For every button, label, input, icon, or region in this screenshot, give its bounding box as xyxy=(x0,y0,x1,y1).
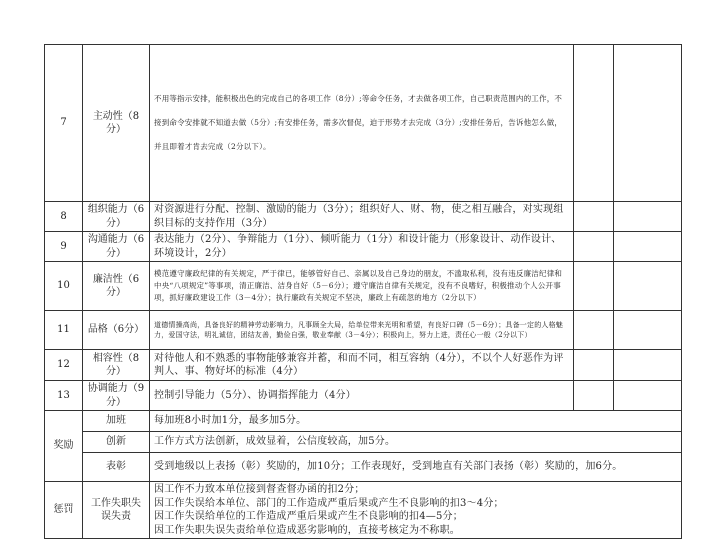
remark-cell xyxy=(614,202,682,232)
remark-cell xyxy=(614,232,682,262)
item-name: 组织能力（6分） xyxy=(83,202,150,232)
table-row xyxy=(45,311,682,350)
score-cell xyxy=(574,232,614,262)
score-cell xyxy=(574,350,614,381)
row-number: 13 xyxy=(45,381,83,411)
row-number: 12 xyxy=(45,350,83,381)
table-row xyxy=(45,202,682,232)
reward-item-description: 受到地级以上表扬（彰）奖励的，加10分；工作表现好，受到地直有关部门表扬（彰）奖励的，加6分。 xyxy=(150,453,682,482)
item-description: 对资源进行分配、控制、激励的能力（3分）；组织好人、财、物，使之相互融合，对实现组织目标的支持作用（3分） xyxy=(150,202,574,232)
item-description: 对待他人和不熟悉的事物能够兼容并蓄，和而不同，相互容纳（4分），不以个人好恶作为评判人、事、物好坏的标准（4分） xyxy=(150,350,574,381)
table-row xyxy=(45,381,682,411)
item-description: 道德情操高尚，具备良好的精神劳动影响力，凡事顾全大局，给单位带来光明和希望，有良好口碑（5－6分）；具备一定的人格魅力，爱国守法，明礼诚信，团结友善，勤俭自强，敬业奉献（3－4分）；积极向上，努力上进，责任心一般（2分以下） xyxy=(150,311,574,350)
remark-cell xyxy=(614,262,682,311)
score-cell xyxy=(574,202,614,232)
reward-row xyxy=(45,432,682,453)
row-number: 8 xyxy=(45,202,83,232)
penalty-line: 因工作不力致本单位接到督查督办函的扣2分； xyxy=(154,484,365,495)
item-name: 沟通能力（6分） xyxy=(83,232,150,262)
score-cell xyxy=(574,45,614,202)
evaluation-table xyxy=(44,44,682,539)
row-number: 11 xyxy=(45,311,83,350)
reward-item-name: 创新 xyxy=(83,432,150,453)
remark-cell xyxy=(614,381,682,411)
reward-item-name: 加班 xyxy=(83,411,150,432)
table-row xyxy=(45,350,682,381)
penalty-label: 惩罚 xyxy=(45,482,83,539)
item-name: 廉洁性（6分） xyxy=(83,262,150,311)
penalty-line: 因工作失职失误失责给单位造成恶劣影响的，直接考核定为不称职。 xyxy=(154,524,460,536)
penalty-line: 因工作失误给单位的工作造成严重后果或产生不良影响的扣4—5分； xyxy=(154,511,463,522)
penalty-row xyxy=(45,482,682,539)
remark-cell xyxy=(614,45,682,202)
item-description: 控制引导能力（5分）、协调指挥能力（4分） xyxy=(150,381,574,411)
item-name: 品格（6分） xyxy=(83,311,150,350)
table-row xyxy=(45,232,682,262)
table-row xyxy=(45,45,682,202)
reward-label: 奖励 xyxy=(45,411,83,482)
item-description: 不用等指示安排，能积极出色的完成自己的各项工作（8分）;等命令任务，才去做各项工作，自己职责范围内的工作，不接到命令安排就不知道去做（5分）;有安排任务，需多次督促，迫于形势才去完成（3分）;安排任务后，告诉他怎么做，并且即着才肯去完成（2分以下）。 xyxy=(150,45,574,202)
penalty-item-description xyxy=(150,482,682,539)
item-description: 模范遵守廉政纪律的有关规定，严于律已，能够管好自己、亲属以及自己身边的朋友，不滥取私利，没有违反廉洁纪律和中央“八项规定”等事项，清正廉洁、洁身自好（5－6分）；遵守廉洁自律有关规定，没有不良嗜好，积极推动个人公开事项，抓好廉政建设工作（3－4分）；执行廉政有关规定不坚决，廉政上有疏忽的地方（2分以下） xyxy=(150,262,574,311)
row-number: 9 xyxy=(45,232,83,262)
remark-cell xyxy=(614,350,682,381)
reward-item-description: 每加班8小时加1分，最多加5分。 xyxy=(150,411,682,432)
reward-row xyxy=(45,453,682,482)
row-number: 7 xyxy=(45,45,83,202)
score-cell xyxy=(574,262,614,311)
row-number: 10 xyxy=(45,262,83,311)
reward-item-description: 工作方式方法创新，成效显着，公信度较高，加5分。 xyxy=(150,432,682,453)
reward-item-name: 表彰 xyxy=(83,453,150,482)
score-cell xyxy=(574,381,614,411)
item-description: 表达能力（2分）、争辩能力（1分）、倾听能力（1分）和设计能力（形象设计、动作设计、环境设计，2分） xyxy=(150,232,574,262)
penalty-item-name: 工作失职失误失责 xyxy=(83,482,150,539)
item-name: 相容性（8分） xyxy=(83,350,150,381)
remark-cell xyxy=(614,311,682,350)
reward-row xyxy=(45,411,682,432)
score-cell xyxy=(574,311,614,350)
item-name: 主动性（8分） xyxy=(83,45,150,202)
item-name: 协调能力（9分） xyxy=(83,381,150,411)
penalty-line: 因工作失误给本单位、部门的工作造成严重后果或产生不良影响的扣3～4分； xyxy=(154,497,504,509)
table-row xyxy=(45,262,682,311)
